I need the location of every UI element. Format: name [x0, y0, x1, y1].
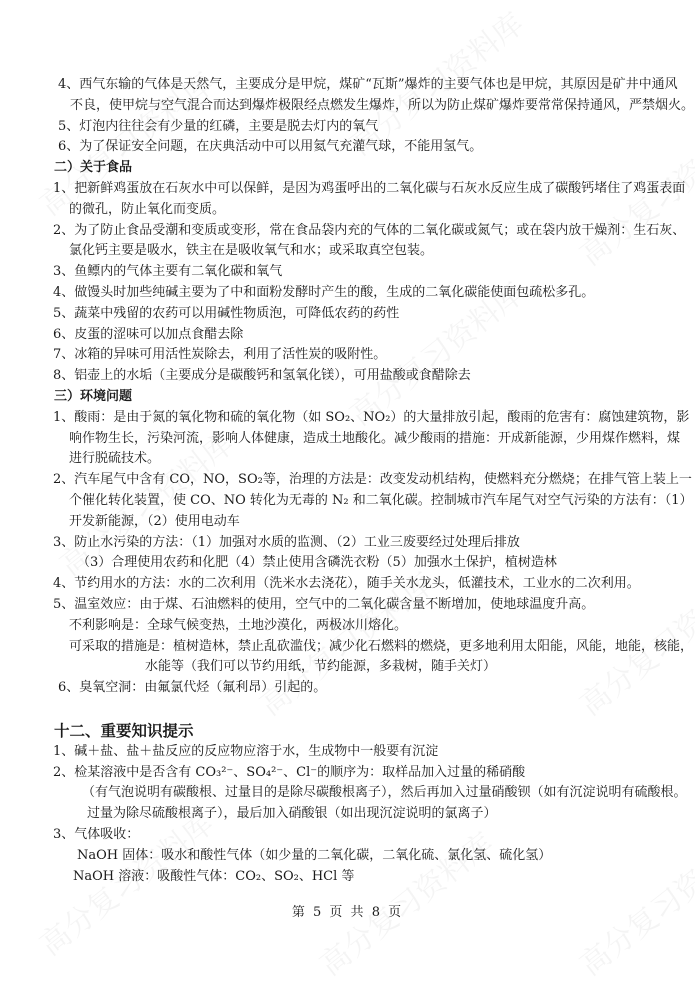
text-line: NaOH 固体：吸水和酸性气体（如少量的二氧化碳，二氧化硫、氯化氢、硫化氢） — [77, 847, 552, 863]
text-line: 3、气体吸收： — [53, 827, 140, 842]
text-line: 2、检某溶液中是否含有 CO₃²⁻、SO₄²⁻、Cl⁻的顺序为：取样品加入过量的稀硝酸 — [53, 764, 526, 780]
text-line: 开发新能源，（2）使用电动车 — [69, 513, 240, 529]
text-line: 1、把新鲜鸡蛋放在石灰水中可以保鲜，是因为鸡蛋呼出的二氧化碳与石灰水反应生成了碳酸钙堵住了鸡蛋表面 — [53, 181, 686, 196]
text-line: 5、灯泡内往往会有少量的红磷，主要是脱去灯内的氧气 — [58, 118, 379, 134]
text-line: 5、温室效应：由于煤、石油燃料的使用，空气中的二氧化碳含量不断增加，使地球温度升高。 — [53, 597, 595, 612]
text-line: 不利影响是：全球气候变热，土地沙漠化，两极冰川熔化。 — [69, 617, 408, 633]
text-line: 4、西气东输的气体是天然气，主要成分是甲烷，煤矿“瓦斯”爆炸的主要气体也是甲烷，其原因是矿井中通风 — [58, 77, 678, 92]
text-line: 的微孔，防止氧化而变质。 — [69, 201, 226, 217]
text-line: 6、皮蛋的涩味可以加点食醋去除 — [53, 326, 244, 342]
text-line: 1、酸雨：是由于氮的氧化物和硫的氧化物（如 SO₂、NO₂）的大量排放引起，酸雨的危害有：腐蚀建筑物，影 — [53, 409, 690, 425]
text-line: 2、汽车尾气中含有 CO，NO，SO₂等，治理的方法是：改变发动机结构，使燃料充分燃烧；在排气管上装上一 — [53, 472, 692, 488]
text-line: 3、鱼鳔内的气体主要有二氧化碳和氧气 — [53, 264, 283, 280]
page-number-footer: 第 5 页 共 8 页 — [291, 905, 404, 920]
text-line: 2、为了防止食品受潮和变质或变形，常在食品袋内充的气体的二氧化碳或氮气；或在袋内放干燥剂：生石灰、 — [53, 222, 686, 238]
text-line: 水能等（我们可以节约用纸，节约能源，多栽树，随手关灯） — [145, 659, 497, 675]
text-line: 8、铝壶上的水垢（主要成分是碳酸钙和氢氧化镁），可用盐酸或食醋除去 — [53, 368, 471, 384]
text-line: 个催化转化装置，使 CO、NO 转化为无毒的 N₂ 和二氧化碳。控制城市汽车尾气对空气污染的方法有：（1） — [69, 493, 693, 508]
text-line: 1、碱＋盐、盐＋盐反应的反应物应溶于水，生成物中一般要有沉淀 — [53, 743, 439, 759]
text-line: 可采取的措施是：植树造林，禁止乱砍滥伐；减少化石燃料的燃烧，更多地利用太阳能，风能，地能，核能， — [69, 638, 694, 654]
text-line: 4、做馒头时加些纯碱主要为了中和面粉发酵时产生的酸，生成的二氧化碳能使面包疏松多孔。 — [53, 285, 595, 300]
text-line: 6、为了保证安全问题，在庆典活动中可以用氦气充灌气球，不能用氢气。 — [58, 139, 483, 155]
section-heading: 三）环境问题 — [54, 389, 133, 404]
text-line: 6、臭氧空洞：由氟氯代烃（氟利昂）引起的。 — [58, 680, 327, 696]
text-line: 5、蔬菜中残留的农药可以用碱性物质泡，可降低农药的药性 — [53, 305, 400, 321]
text-line: （有气泡说明有碳酸根、过量目的是除尽碳酸根离子），然后再加入过量硝酸钡（如有沉淀说明有硫酸根。 — [82, 785, 687, 801]
text-line: 7、冰箱的异味可用活性炭除去，利用了活性炭的吸附性。 — [53, 347, 387, 363]
text-line: 过量为除尽硫酸根离子），最后加入硝酸银（如出现沉淀说明的氯离子） — [87, 806, 497, 822]
text-line: 不良，使甲烷与空气混合而达到爆炸极限经点燃发生爆炸，所以为防止煤矿爆炸要常常保持通风，严禁烟火。 — [70, 97, 695, 113]
text-line: （3）合理使用农药和化肥（4）禁止使用含磷洗衣粉（5）加强水土保护，植树造林 — [77, 555, 557, 571]
text-line: 氯化钙主要是吸水，铁主在是吸收氧气和水；或采取真空包装。 — [69, 243, 434, 259]
text-line: NaOH 溶液：吸酸性气体：CO₂、SO₂、HCl 等 — [73, 868, 355, 884]
text-line: 4、节约用水的方法：水的二次利用（洗米水去浇花），随手关水龙头，低灌技术，工业水的二次利用。 — [53, 576, 640, 592]
section-heading: 十二、重要知识提示 — [54, 722, 194, 740]
text-line: 进行脱硫技术。 — [69, 451, 161, 467]
text-line: 3、防止水污染的方法：（1）加强对水质的监测、（2）工业三废要经过处理后排放 — [53, 534, 520, 550]
section-heading: 二）关于食品 — [54, 160, 133, 176]
text-line: 响作物生长，污染河流，影响人体健康，造成土地酸化。减少酸雨的措施：开成新能源，少用煤作燃料，煤 — [69, 430, 681, 446]
